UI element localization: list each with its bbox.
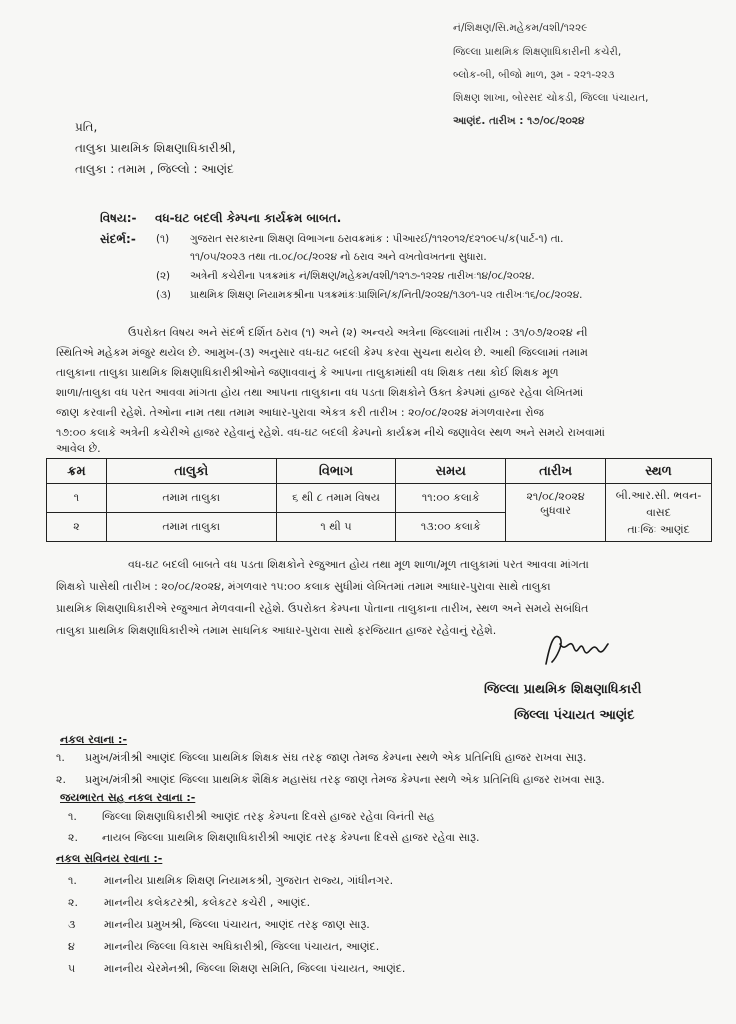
savinay-3-num: ૩: [68, 918, 76, 931]
reference-2-line1: અત્રેની કચેરીના પત્રક્રમાંક નં/શિક્ષણ/મહેકમ/વશી/૧૨૧૭-૧૨૨૪ તારીખઃ૧૪/૦૮/૨૦૨૪.: [190, 270, 535, 282]
savinay-5-text: માનનીય ચેરમેનશ્રી, જિલ્લા શિક્ષણ સમિતિ, જિલ્લા પંચાયત, આણંદ.: [104, 962, 406, 975]
paragraph2-line: પ્રાથમિક શિક્ષણાધિકારીએ રજુઆત મેળવવાની રહેશે. ઉપરોક્ત કેમ્પના પોતાના તાલુકાના તારીખ, સ્થળ અને સમયે સબંધિત: [56, 602, 589, 615]
jayabharat-1-num: ૧.: [68, 810, 77, 823]
copy-1-num: ૧.: [56, 751, 65, 764]
paragraph2-line: વધ-ઘટ બદલી બાબતે વધ પડતા શિક્ષકોને રજુઆત હોય તથા મૂળ શાળા/મૂળ તાલુકામાં પરત આવવા માંગતા: [128, 558, 589, 571]
header-taluko: તાલુકો: [106, 459, 276, 484]
reference-2-num: (૨): [156, 270, 171, 282]
reference-3-num: (૩): [156, 289, 171, 301]
jayabharat-2-text: નાયબ જિલ્લા પ્રાથમિક શિક્ષણાધિકારીશ્રી આણંદ તરફ કેમ્પના દિવસે હાજર રહેવા સારૂ.: [102, 831, 480, 844]
place-line3: તાઃજિઃ આણંદ: [627, 523, 690, 536]
savinay-label: નકલ સવિનય રવાના :-: [56, 852, 163, 865]
header-krum: ક્રમ: [47, 459, 107, 484]
references-label: સંદર્ભ:-: [100, 232, 136, 246]
cell-vibhag: ૬ થી ૮ તમામ વિષય: [276, 484, 396, 513]
savinay-1-num: ૧.: [68, 874, 77, 887]
subject-text: વધ-ઘટ બદલી કેમ્પના કાર્યક્રમ બાબત.: [155, 211, 342, 225]
cell-samay: ૧૩:૦૦ કલાકે: [396, 513, 506, 542]
cell-taluko: તમામ તાલુકા: [106, 484, 276, 513]
savinay-5-num: ૫: [68, 962, 76, 975]
savinay-3-text: માનનીય પ્રમુખશ્રી, જિલ્લા પંચાયત, આણંદ તરફ જાણ સારૂ.: [104, 918, 370, 931]
copy-2-num: ૨.: [56, 773, 66, 786]
header-ref-no: નં/શિક્ષણ/સિ.મહેકમ/વશી/૧૨૨૯: [453, 22, 588, 34]
savinay-1-text: માનનીય પ્રાથમિક શિક્ષણ નિયામકશ્રી, ગુજરાત રાજ્ય, ગાંધીનગર.: [104, 874, 394, 887]
savinay-2-num: ૨.: [68, 896, 78, 909]
paragraph1-line: ઉપરોક્ત વિષય અને સંદર્ભ દર્શિત ઠરાવ (૧) અને (૨) અન્વયે અત્રેના જિલ્લામાં તારીખ : ૩૧/૦૭/૨૦૨૪ ની: [128, 326, 588, 339]
to-prati: પ્રતિ,: [75, 120, 98, 134]
paragraph1-line: જાણ કરવાની રહેશે. તેઓના નામ તથા તમામ આધાર-પુરાવા એકત્ર કરી તારીખ : ૨૦/૦૮/૨૦૨૪ મંગળવારના રોજ: [56, 406, 544, 419]
header-branch: શિક્ષણ શાખા, બોરસદ ચોકડી, જિલ્લા પંચાયત,: [453, 92, 649, 104]
reference-1-line2: ૧૧/૦૫/૨૦૨૩ તથા તા.૦૮/૦૮/૨૦૨૪ નો ઠરાવ અને વખતોવખતના સુધારા.: [190, 251, 487, 263]
reference-3-line1: પ્રાથમિક શિક્ષણ નિયામકશ્રીના પત્રક્રમાંકઃપ્રાશિનિ/ક/નિતી/૨૦૨૪/૧૩૦૧-૫૨ તારીખઃ૧૬/૦૮/૨૦૨૪.: [190, 289, 583, 301]
paragraph1-line: શાળા/તાલુકા વધ પરત આવવા માંગતા હોય તથા આપના તાલુકાના વધ પડતા શિક્ષકોને ઉક્ત કેમ્પમાં હાજર રહેવા લેખિતમાં: [56, 386, 584, 399]
jayabharat-1-text: જિલ્લા શિક્ષણાધિકારીશ્રી આણંદ તરફ કેમ્પના દિવસે હાજર રહેવા વિનંતી સહ: [102, 810, 435, 823]
table-row: [47, 484, 712, 513]
header-vibhag: વિભાગ: [276, 459, 396, 484]
paragraph1-line: તાલુકાના તાલુકા પ્રાથમિક શિક્ષણાધિકારીશ્રીઓને જણાવવાનું કે આપના તાલુકામાંથી વધ શિક્ષક તથા કોઈ શિક્ષક મૂળ: [56, 366, 559, 379]
paragraph2-line: તાલુકા પ્રાથમિક શિક્ષણાધિકારીએ તમામ સાધનિક આધાર-પુરાવા સાથે ફરજિયાત હાજર રહેવાનું રહેશે.: [56, 624, 497, 637]
jayabharat-label: જયભારત સહ નકલ રવાના :-: [60, 791, 196, 804]
header-block: બ્લોક-બી, બીજો માળ, રૂમ - ૨૨૧-૨૨૩: [453, 69, 615, 81]
paragraph1-line: સ્થિતિએ મહેકમ મંજુર થયેલ છે. આમુખ-(૩) અનુસાર વધ-ઘટ બદલી કેમ્પ કરવા સુચના થયેલ છે. આથી જિલ્લામાં તમામ: [56, 346, 588, 359]
header-samay: સમય: [396, 459, 506, 484]
copy-1-text: પ્રમુખ/મંત્રીશ્રી આણંદ જિલ્લા પ્રાથમિક શિક્ષક સંઘ તરફ જાણ તેમજ કેમ્પના સ્થળે એક પ્રતિનિધિ હાજર રાખવા સારૂ.: [85, 751, 587, 764]
paragraph1-line: આવેલ છે.: [56, 442, 101, 455]
cell-samay: ૧૧:૦૦ કલાકે: [396, 484, 506, 513]
signature-scribble: [540, 624, 610, 674]
savinay-4-text: માનનીય જિલ્લા વિકાસ અધિકારીશ્રી, જિલ્લા પંચાયત, આણંદ.: [104, 940, 380, 953]
date-value: ૨૧/૦૮/૨૦૨૪: [526, 490, 585, 503]
header-sthal: સ્થળ: [606, 459, 712, 484]
cell-place: [606, 484, 712, 542]
signature-title: જિલ્લા પ્રાથમિક શિક્ષણાધિકારી: [484, 682, 642, 697]
day-value: બુધવાર: [540, 504, 571, 517]
cell-vibhag: ૧ થી ૫: [276, 513, 396, 542]
reference-1-num: (૧): [156, 233, 170, 245]
cell-krum: ૨: [47, 513, 107, 542]
to-officer: તાલુકા પ્રાથમિક શિક્ષણાધિકારીશ્રી,: [75, 141, 236, 155]
header-office: જિલ્લા પ્રાથમિક શિક્ષણાધિકારીની કચેરી,: [453, 46, 622, 58]
reference-1-line1: ગુજરાત સરકારના શિક્ષણ વિભાગના ઠરાવક્રમાંક : પીઆરઈ/૧૧૨૦૧૨/દ૨૧૦૯૫/ક(પાર્ટ-૧) તા.: [190, 233, 564, 245]
place-line1: બી.આર.સી. ભવન-: [615, 489, 702, 502]
subject-label: વિષય:-: [100, 211, 137, 225]
savinay-4-num: ૪: [68, 940, 75, 953]
jayabharat-2-num: ૨.: [68, 831, 78, 844]
cell-taluko: તમામ તાલુકા: [106, 513, 276, 542]
table-header-row: [47, 459, 712, 484]
savinay-2-text: માનનીય કલેકટરશ્રી, કલેકટર કચેરી , આણંદ.: [104, 896, 311, 909]
cell-date: [506, 484, 606, 542]
header-tarikh: તારીખ: [506, 459, 606, 484]
paragraph2-line: શિક્ષકો પાસેથી તારીખ : ૨૦/૦૮/૨૦૨૪, મંગળવાર ૧૫:૦૦ કલાક સુધીમાં લેખિતમાં તમામ આધાર-પુરાવા સાથે તાલુકા: [56, 580, 551, 593]
cell-krum: ૧: [47, 484, 107, 513]
paragraph1-line: ૧૭:૦૦ કલાકે અત્રેની કચેરીએ હાજર રહેવાનું રહેશે. વધ-ઘટ બદલી કેમ્પનો કાર્યક્રમ નીચે જણાવેલ સ્થળ અને સમયે રાખવામાં: [56, 426, 605, 439]
to-taluka-district: તાલુકા : તમામ , જિલ્લો : આણંદ: [75, 162, 234, 176]
copies-label: નકલ રવાના :-: [60, 733, 128, 746]
copy-2-text: પ્રમુખ/મંત્રીશ્રી આણંદ જિલ્લા પ્રાથમિક શૈક્ષિક મહાસંઘ તરફ જાણ તેમજ કેમ્પના સ્થળે એક પ્રતિનિધિ હાજર રાખવા સારૂ.: [85, 773, 605, 786]
signature-office: જિલ્લા પંચાયત આણંદ: [514, 708, 635, 723]
place-line2: વાસદ: [646, 506, 671, 519]
schedule-table: [46, 458, 712, 542]
header-place-date: આણંદ. તારીખ : ૧૭/૦૮/૨૦૨૪: [453, 115, 585, 127]
